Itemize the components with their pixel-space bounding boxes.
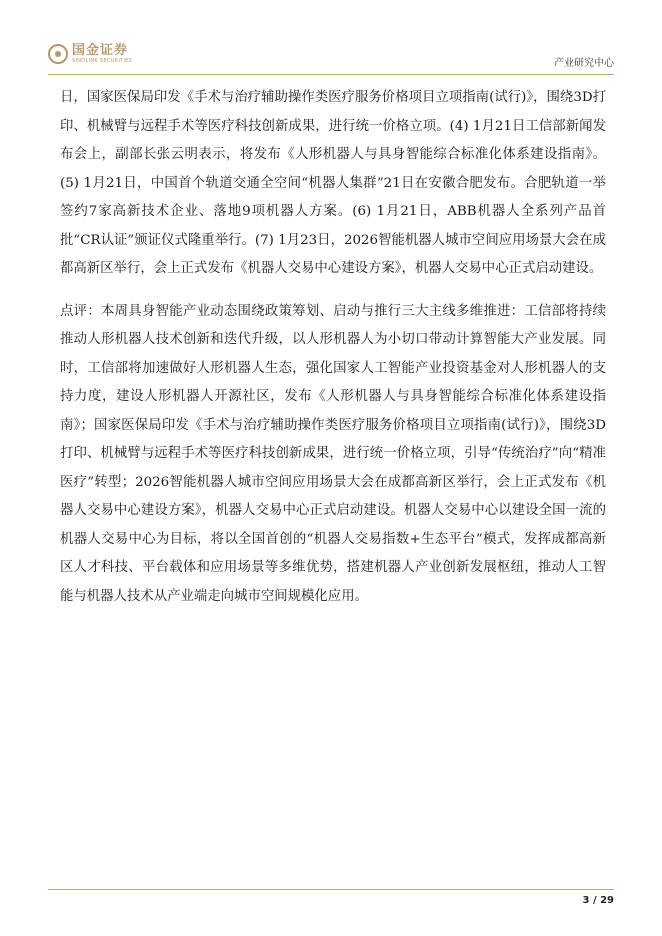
footer-divider: [48, 889, 614, 890]
page-number: 3 / 29: [582, 895, 614, 906]
header-divider: [48, 74, 614, 75]
logo-english-name: SINOLINK SECURITIES: [72, 58, 133, 64]
department-label: 产业研究中心: [554, 58, 614, 69]
page-header: [0, 0, 662, 76]
logo-text: [72, 44, 132, 64]
commentary-paragraph: 点评：本周具身智能产业动态围绕政策筹划、启动与推行三大主线多维推进：工信部将持续推动人形机器人技术创新和迭代升级，以人形机器人为小切口带动计算智能大产业发展。同时，工信部将加速做好人形机器人生态，强化国家人工智能产业投资基金对人形机器人的支持力度，建设人形机器人开源社区，发布《人形机器人与具身智能综合标准化体系建设指南》；国家医保局印发《手术与治疗辅助操作类医疗服务价格项目立项指南(试行)》，围绕3D打印、机械臂与远程手术等医疗科技创新成果，进行统一价格立项，引导“传统治疗”向“精准医疗”转型；2026智能机器人城市空间应用场景大会在成都高新区举行，会上正式发布《机器人交易中心建设方案》，机器人交易中心正式启动建设。机器人交易中心以建设全国一流的机器人交易中心为目标，将以全国首创的“机器人交易指数+生态平台”模式，发挥成都高新区人才科技、平台载体和应用场景等多维优势，搭建机器人产业创新发展枢纽，推动人工智能与机器人技术从产业端走向城市空间规模化应用。: [60, 303, 606, 604]
logo-emblem-icon: [48, 44, 68, 64]
report-body: [60, 84, 606, 625]
body-paragraph: 日，国家医保局印发《手术与治疗辅助操作类医疗服务价格项目立项指南(试行)》，围绕3D打印、机械臂与远程手术等医疗科技创新成果，进行统一价格立项。(4) 1月21日工信部新闻发布会上，副部长张云明表示，将发布《人形机器人与具身智能综合标准化体系建设指南》。(5) 1月21日，中国首个轨道交通全空间“机器人集群”21日在安徽合肥发布。合肥轨道一举签约7家高新技术企业、落地9项机器人方案。(6) 1月21日，ABB机器人全系列产品首批“CR认证”颁证仪式隆重举行。(7) 1月23日，2026智能机器人城市空间应用场景大会在成都高新区举行，会上正式发布《机器人交易中心建设方案》，机器人交易中心正式启动建设。: [60, 90, 606, 276]
logo-chinese-name: 国金证券: [72, 43, 129, 58]
company-logo: [48, 44, 132, 64]
